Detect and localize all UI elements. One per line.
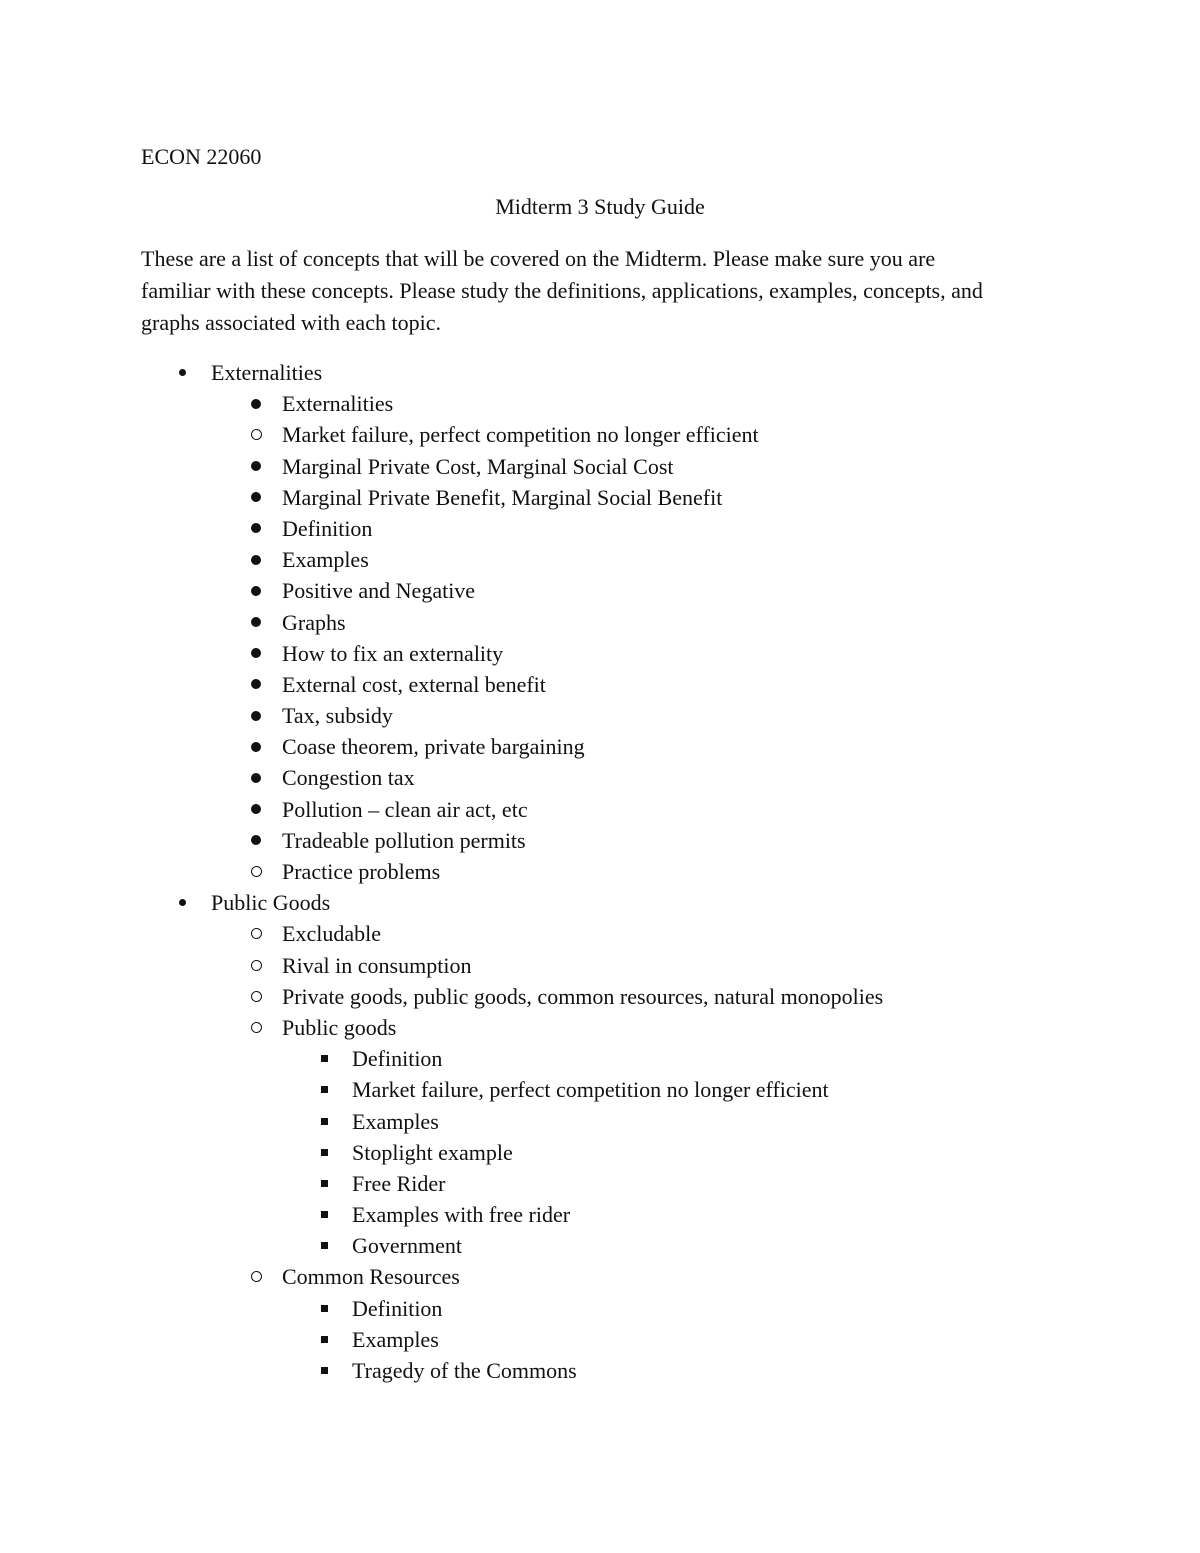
outline-item-text: Congestion tax: [282, 765, 415, 791]
bullet-marker: [312, 1199, 336, 1230]
outline-item-text: Examples with free rider: [352, 1202, 571, 1228]
bullet-square-icon: [321, 1305, 328, 1312]
outline-item-text: Tradeable pollution permits: [282, 827, 526, 853]
bullet-filled-circle-icon: [251, 679, 261, 689]
bullet-square-icon: [321, 1242, 328, 1249]
bullet-square-icon: [321, 1118, 328, 1125]
outline-item-text: Free Rider: [352, 1170, 446, 1196]
bullet-marker: [244, 918, 268, 949]
bullet-marker: [170, 357, 194, 388]
outline-item-level-2: [0, 1106, 1200, 1137]
outline-item-text: Definition: [282, 515, 373, 541]
outline-item-level-2: [0, 1043, 1200, 1074]
bullet-marker: [312, 1355, 336, 1386]
outline-item-text: Stoplight example: [352, 1139, 513, 1165]
bullet-hollow-circle-icon: [251, 928, 262, 939]
bullet-square-icon: [321, 1055, 328, 1062]
outline-item-level-1: [0, 482, 1200, 513]
bullet-square-icon: [321, 1367, 328, 1374]
bullet-marker: [312, 1168, 336, 1199]
bullet-hollow-circle-icon: [251, 991, 262, 1002]
outline-item-text: How to fix an externality: [282, 640, 504, 666]
bullet-filled-circle-icon: [251, 742, 261, 752]
outline-item-text: Private goods, public goods, common resources, natural monopolies: [282, 983, 884, 1009]
outline-item-text: Examples: [352, 1326, 439, 1352]
bullet-filled-circle-icon: [251, 586, 261, 596]
bullet-marker: [244, 513, 268, 544]
page-title: Midterm 3 Study Guide: [495, 194, 705, 219]
bullet-marker: [244, 669, 268, 700]
bullet-dot-icon: [179, 899, 186, 906]
outline-item-level-1: [0, 388, 1200, 419]
bullet-marker: [244, 731, 268, 762]
outline-item-level-1: [0, 918, 1200, 949]
outline-item-text: Common Resources: [282, 1264, 460, 1290]
bullet-marker: [244, 638, 268, 669]
outline-item-text: Externalities: [211, 360, 323, 385]
outline-item-level-1: [0, 607, 1200, 638]
outline-item-text: Externalities: [282, 391, 394, 417]
outline-item-text: Graphs: [282, 609, 346, 635]
bullet-filled-circle-icon: [251, 399, 261, 409]
outline-item-text: Coase theorem, private bargaining: [282, 734, 585, 760]
bullet-square-icon: [321, 1336, 328, 1343]
course-code: ECON 22060: [141, 144, 262, 169]
bullet-marker: [312, 1293, 336, 1324]
outline-item-level-1: [0, 544, 1200, 575]
outline-item-level-2: [0, 1074, 1200, 1105]
bullet-marker: [312, 1230, 336, 1261]
bullet-marker: [244, 419, 268, 450]
outline-item-level-0: [0, 357, 1200, 388]
intro-line: graphs associated with each topic.: [141, 310, 441, 335]
outline-item-level-1: [0, 419, 1200, 450]
bullet-hollow-circle-icon: [251, 1271, 262, 1282]
bullet-marker: [244, 388, 268, 419]
outline-item-level-2: [0, 1168, 1200, 1199]
bullet-filled-circle-icon: [251, 711, 261, 721]
bullet-square-icon: [321, 1180, 328, 1187]
outline-item-level-1: [0, 762, 1200, 793]
bullet-marker: [244, 1012, 268, 1043]
bullet-square-icon: [321, 1211, 328, 1218]
bullet-filled-circle-icon: [251, 648, 261, 658]
outline-item-text: Practice problems: [282, 859, 441, 884]
intro-line: These are a list of concepts that will be covered on the Midterm. Please make sure you are: [141, 246, 936, 271]
outline-item-level-0: [0, 887, 1200, 918]
bullet-marker: [244, 856, 268, 887]
outline-item-level-1: [0, 638, 1200, 669]
outline-item-text: Rival in consumption: [282, 952, 472, 978]
outline-item-level-1: [0, 700, 1200, 731]
bullet-marker: [170, 887, 194, 918]
bullet-marker: [244, 700, 268, 731]
outline-item-level-2: [0, 1199, 1200, 1230]
outline-item-text: Excludable: [282, 921, 381, 947]
bullet-square-icon: [321, 1149, 328, 1156]
outline-item-text: Market failure, perfect competition no longer efficient: [352, 1077, 829, 1103]
intro-paragraph: [141, 243, 1061, 339]
outline-item-text: Tax, subsidy: [282, 703, 393, 729]
topic-outline: [0, 357, 1200, 1386]
bullet-filled-circle-icon: [251, 835, 261, 845]
bullet-marker: [244, 451, 268, 482]
outline-item-level-2: [0, 1324, 1200, 1355]
outline-item-text: Government: [352, 1233, 462, 1259]
bullet-marker: [244, 950, 268, 981]
outline-item-text: Tragedy of the Commons: [352, 1358, 577, 1383]
bullet-filled-circle-icon: [251, 523, 261, 533]
bullet-square-icon: [321, 1086, 328, 1093]
outline-item-text: Examples: [282, 547, 369, 573]
outline-item-text: Marginal Private Benefit, Marginal Social Benefit: [282, 484, 723, 510]
intro-line: familiar with these concepts. Please study the definitions, applications, examples, concepts, and: [141, 278, 983, 303]
outline-item-level-2: [0, 1355, 1200, 1386]
bullet-marker: [312, 1074, 336, 1105]
bullet-marker: [244, 1261, 268, 1292]
bullet-marker: [244, 482, 268, 513]
outline-item-level-2: [0, 1230, 1200, 1261]
outline-item-level-2: [0, 1137, 1200, 1168]
bullet-marker: [244, 762, 268, 793]
outline-item-level-1: [0, 1012, 1200, 1043]
outline-item-level-1: [0, 731, 1200, 762]
bullet-hollow-circle-icon: [251, 960, 262, 971]
outline-item-level-1: [0, 794, 1200, 825]
bullet-hollow-circle-icon: [251, 429, 262, 440]
outline-item-text: Marginal Private Cost, Marginal Social Cost: [282, 453, 674, 479]
outline-item-level-1: [0, 856, 1200, 887]
outline-item-level-1: [0, 513, 1200, 544]
bullet-marker: [244, 607, 268, 638]
outline-item-level-1: [0, 451, 1200, 482]
bullet-marker: [244, 981, 268, 1012]
bullet-filled-circle-icon: [251, 461, 261, 471]
bullet-filled-circle-icon: [251, 773, 261, 783]
bullet-filled-circle-icon: [251, 804, 261, 814]
outline-item-level-1: [0, 825, 1200, 856]
outline-item-text: Market failure, perfect competition no longer efficient: [282, 422, 759, 448]
bullet-marker: [312, 1137, 336, 1168]
bullet-marker: [312, 1043, 336, 1074]
outline-item-text: Positive and Negative: [282, 578, 476, 604]
outline-item-text: Definition: [352, 1046, 443, 1072]
bullet-filled-circle-icon: [251, 617, 261, 627]
outline-item-text: Pollution – clean air act, etc: [282, 796, 528, 822]
outline-item-level-1: [0, 575, 1200, 606]
bullet-marker: [244, 544, 268, 575]
outline-item-level-1: [0, 950, 1200, 981]
outline-item-level-1: [0, 981, 1200, 1012]
bullet-filled-circle-icon: [251, 555, 261, 565]
bullet-marker: [312, 1106, 336, 1137]
bullet-marker: [244, 575, 268, 606]
outline-item-text: Public goods: [282, 1014, 397, 1040]
bullet-marker: [312, 1324, 336, 1355]
bullet-hollow-circle-icon: [251, 1022, 262, 1033]
outline-item-text: External cost, external benefit: [282, 671, 546, 697]
bullet-marker: [244, 794, 268, 825]
bullet-hollow-circle-icon: [251, 866, 262, 877]
outline-item-text: Public Goods: [211, 890, 331, 916]
outline-item-text: Definition: [352, 1295, 443, 1321]
outline-item-level-1: [0, 1261, 1200, 1292]
outline-item-level-2: [0, 1293, 1200, 1324]
outline-item-text: Examples: [352, 1108, 439, 1134]
outline-item-level-1: [0, 669, 1200, 700]
bullet-marker: [244, 825, 268, 856]
bullet-filled-circle-icon: [251, 492, 261, 502]
bullet-dot-icon: [179, 369, 186, 376]
